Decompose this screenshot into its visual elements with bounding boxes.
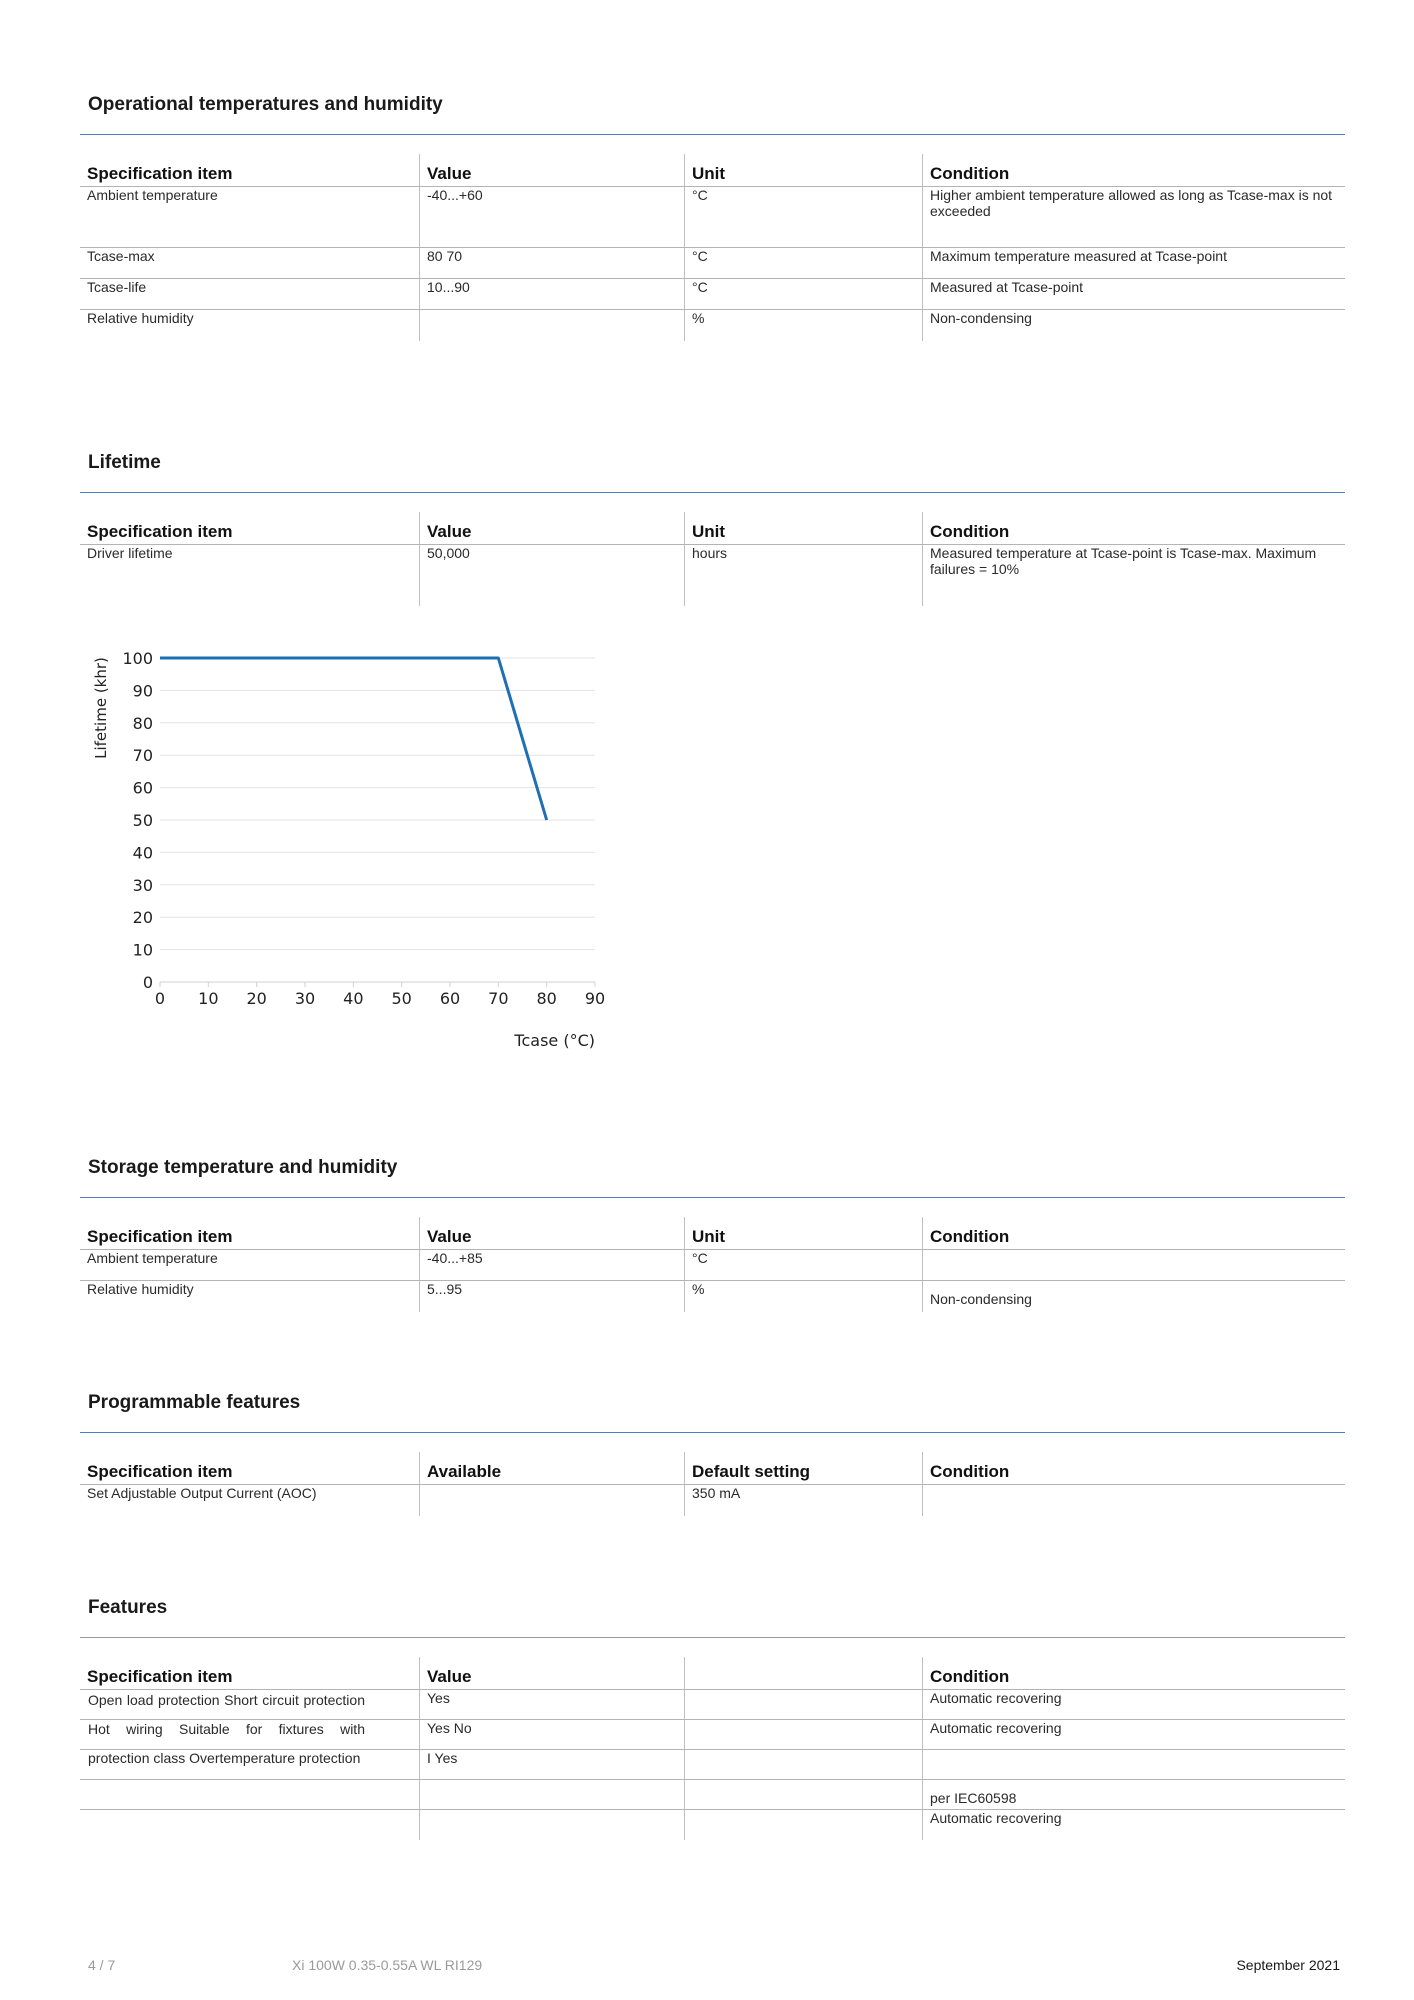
cell: [80, 1780, 420, 1810]
cell: Higher ambient temperature allowed as long as Tcase-max is not exceeded: [923, 187, 1346, 248]
x-tick-label: 30: [294, 989, 316, 1008]
publication-date: September 2021: [1236, 1957, 1340, 1973]
section-title-features: Features: [88, 1597, 168, 1618]
cell: [685, 1690, 923, 1720]
cell: Non-condensing: [923, 1281, 1346, 1312]
section-title-programmable: Programmable features: [88, 1392, 301, 1413]
section-rule: [80, 1637, 1345, 1638]
table-row: [80, 1485, 1345, 1516]
lifetime-chart: [80, 632, 620, 1062]
cell: Automatic recovering: [923, 1690, 1346, 1720]
table-row: [80, 1810, 1345, 1840]
cell: 5...95: [420, 1281, 685, 1312]
cell: Ambient temperature: [80, 187, 420, 248]
cell: 10...90: [420, 279, 685, 310]
cell: Relative humidity: [87, 1281, 194, 1297]
cell: [685, 1810, 923, 1840]
cell: %: [685, 310, 923, 341]
table-row: [80, 187, 1345, 248]
x-tick-label: 60: [439, 989, 461, 1008]
cell: Tcase-life: [80, 279, 420, 310]
col-header: Condition: [923, 512, 1346, 545]
cell: [420, 1810, 685, 1840]
x-tick-label: 20: [246, 989, 267, 1008]
storage-table: [80, 1217, 1345, 1312]
cell: Yes: [420, 1690, 685, 1720]
programmable-table: [80, 1452, 1345, 1516]
x-tick-label: 40: [343, 989, 364, 1008]
col-header: Value: [420, 1657, 685, 1690]
cell: per IEC60598: [923, 1780, 1346, 1810]
y-tick-label: 100: [122, 649, 153, 668]
col-header: [685, 1657, 923, 1690]
col-header: Condition: [923, 154, 1346, 187]
cell: [420, 1485, 685, 1516]
col-header: Available: [420, 1452, 685, 1485]
col-header: Unit: [685, 512, 923, 545]
table-row: [80, 1780, 1345, 1810]
cell: °C: [685, 1250, 923, 1281]
cell: -40...+60: [420, 187, 685, 248]
lifetime-table: [80, 512, 1345, 606]
cell: -40...+85: [420, 1250, 685, 1281]
y-tick-label: 20: [132, 908, 153, 928]
cell: Yes No: [420, 1720, 685, 1750]
cell: hours: [685, 545, 923, 606]
cell: I Yes: [420, 1750, 685, 1780]
x-tick-label: 50: [391, 989, 412, 1008]
y-tick-label: 40: [132, 843, 153, 863]
cell: Ambient temperature: [80, 1250, 420, 1281]
y-axis-label: Lifetime (khr): [92, 657, 110, 759]
cell: [923, 1250, 1346, 1281]
cell: Measured at Tcase-point: [923, 279, 1346, 310]
col-header: Unit: [685, 1217, 923, 1250]
col-header: Condition: [923, 1217, 1346, 1250]
table-row: [80, 310, 1345, 341]
table-row: [80, 1250, 1345, 1281]
series-line: [160, 658, 547, 820]
cell: 50,000: [420, 545, 685, 606]
page-number: 4 / 7: [88, 1957, 116, 1973]
cell: [685, 1780, 923, 1810]
cell: Maximum temperature measured at Tcase-point: [923, 248, 1346, 279]
table-row: [80, 248, 1345, 279]
table-header-row: [80, 1217, 1345, 1250]
features-item-text: Open load protection Short circuit protection Hot wiring Suitable for fixtures with protection class Overtemperature protection: [88, 1692, 365, 1766]
x-tick-label: 0: [154, 989, 166, 1008]
col-header: Specification item: [80, 512, 420, 545]
col-header: Specification item: [80, 1452, 420, 1485]
x-tick-label: 80: [536, 989, 557, 1008]
section-rule: [80, 492, 1345, 493]
cell: °C: [685, 248, 923, 279]
y-tick-label: 0: [142, 973, 153, 992]
col-header: Specification item: [80, 1657, 420, 1690]
operational-table: [80, 154, 1345, 341]
table-row: [80, 545, 1345, 606]
col-header: Specification item: [80, 154, 420, 187]
table-row: [80, 279, 1345, 310]
cell: Tcase-max: [80, 248, 420, 279]
cell: [420, 310, 685, 341]
col-header: Specification item: [80, 1217, 420, 1250]
table-header-row: [80, 1452, 1345, 1485]
cell: Driver lifetime: [87, 545, 173, 561]
cell: Set Adjustable Output Current (AOC): [87, 1485, 317, 1501]
table-header-row: [80, 154, 1345, 187]
section-rule: [80, 1197, 1345, 1198]
cell: 350 mA: [685, 1485, 923, 1516]
x-tick-label: 10: [198, 989, 219, 1008]
y-tick-label: 80: [132, 713, 153, 733]
col-header: Value: [420, 154, 685, 187]
cell: [80, 1810, 420, 1840]
x-axis-label: Tcase (°C): [514, 1031, 595, 1050]
col-header: Condition: [923, 1452, 1346, 1485]
y-tick-label: 60: [132, 778, 153, 798]
cell: Measured temperature at Tcase-point is Tcase-max. Maximum failures = 10%: [923, 545, 1346, 606]
cell: Automatic recovering: [923, 1810, 1346, 1840]
table-header-row: [80, 512, 1345, 545]
cell: [420, 1780, 685, 1810]
cell: [685, 1720, 923, 1750]
cell: °C: [685, 279, 923, 310]
table-header-row: [80, 1657, 1345, 1690]
y-tick-label: 90: [132, 681, 153, 701]
y-tick-label: 50: [132, 811, 153, 830]
cell: [923, 1750, 1346, 1780]
table-row: [80, 1281, 1345, 1312]
cell: [685, 1750, 923, 1780]
col-header: Value: [420, 512, 685, 545]
section-rule: [80, 134, 1345, 135]
section-title-storage: Storage temperature and humidity: [88, 1157, 398, 1178]
section-title-lifetime: Lifetime: [88, 452, 161, 473]
cell: [923, 1485, 1346, 1516]
y-tick-label: 10: [132, 940, 153, 960]
col-header: Unit: [685, 154, 923, 187]
y-tick-label: 70: [132, 746, 153, 766]
section-title-operational: Operational temperatures and humidity: [88, 94, 443, 115]
cell: Automatic recovering: [923, 1720, 1346, 1750]
cell: 80 70: [420, 248, 685, 279]
cell: %: [685, 1281, 923, 1312]
col-header: Value: [420, 1217, 685, 1250]
section-rule: [80, 1432, 1345, 1433]
col-header: Condition: [923, 1657, 1346, 1690]
x-tick-label: 90: [584, 989, 606, 1008]
x-tick-label: 70: [488, 989, 509, 1008]
col-header: Default setting: [685, 1452, 923, 1485]
cell: Non-condensing: [923, 310, 1346, 341]
product-name: Xi 100W 0.35-0.55A WL RI129: [292, 1957, 483, 1973]
y-tick-label: 30: [132, 875, 153, 895]
cell: °C: [685, 187, 923, 248]
cell: Relative humidity: [87, 310, 194, 326]
